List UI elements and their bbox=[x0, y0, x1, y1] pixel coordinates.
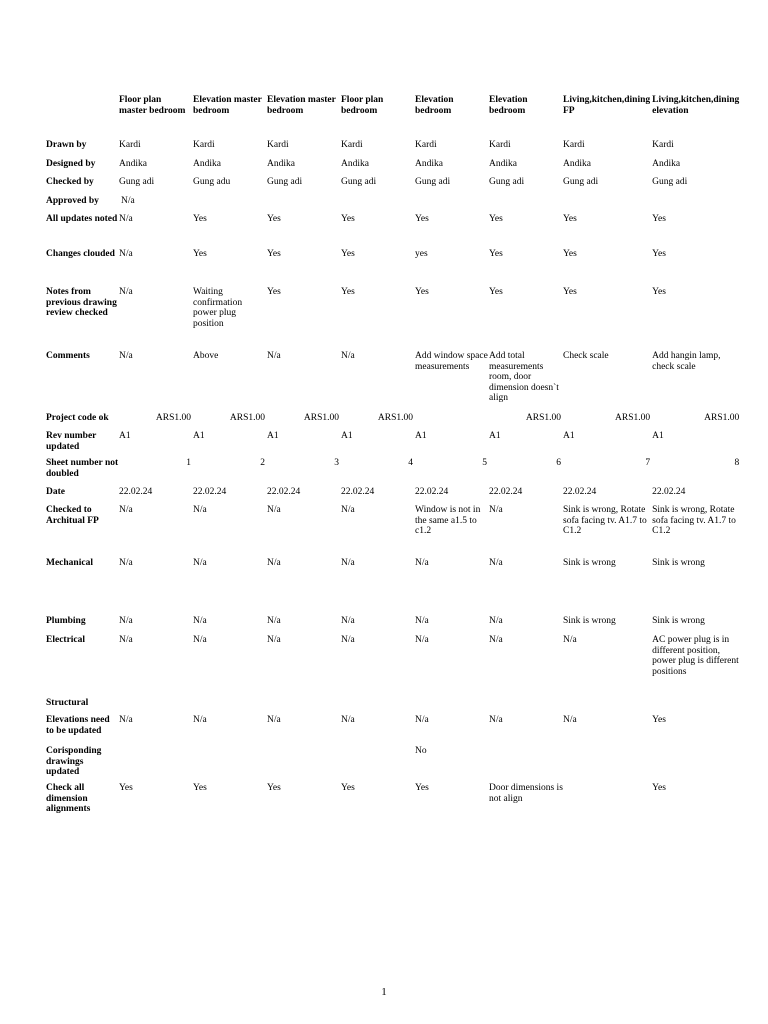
table-cell: 8 bbox=[734, 458, 740, 468]
row-label: Project code ok bbox=[46, 413, 109, 423]
table-cell: N/a bbox=[415, 558, 429, 568]
table-cell: Yes bbox=[341, 783, 355, 793]
table-cell: ARS1.00 bbox=[704, 413, 740, 423]
table-cell: N/a bbox=[415, 715, 429, 725]
table-cell: A1 bbox=[119, 431, 131, 441]
table-cell: ARS1.00 bbox=[303, 413, 339, 423]
table-cell: A1 bbox=[267, 431, 279, 441]
table-cell: Yes bbox=[652, 287, 666, 297]
table-cell: 5 bbox=[482, 458, 487, 468]
table-cell: Yes bbox=[652, 249, 666, 259]
table-cell: Yes bbox=[652, 715, 666, 725]
table-cell: N/a bbox=[121, 196, 135, 206]
corner-cell bbox=[46, 95, 119, 140]
table-row bbox=[46, 698, 741, 715]
table-cell bbox=[415, 698, 489, 715]
table-row bbox=[46, 287, 741, 351]
table-cell: Yes bbox=[652, 214, 666, 224]
table-cell: Kardi bbox=[415, 140, 437, 150]
table-cell: Yes bbox=[193, 783, 207, 793]
column-header: Floor plan master bedroom bbox=[119, 95, 186, 116]
table-cell: Yes bbox=[563, 287, 577, 297]
table-row bbox=[46, 196, 741, 214]
table-cell: N/a bbox=[415, 616, 429, 626]
table-cell bbox=[563, 783, 652, 823]
table-cell: 7 bbox=[645, 458, 651, 468]
drawing-review-checklist-table bbox=[46, 95, 741, 823]
table-cell: Gung adu bbox=[193, 177, 231, 187]
table-cell: N/a bbox=[341, 505, 355, 515]
table-cell: Add total measurements room, door dimension doesn`t align bbox=[489, 351, 559, 403]
table-cell: Andika bbox=[652, 159, 681, 169]
row-label: All updates noted bbox=[46, 214, 118, 224]
table-cell: N/a bbox=[341, 558, 355, 568]
table-cell bbox=[415, 196, 489, 214]
table-cell bbox=[489, 196, 563, 214]
table-cell: N/a bbox=[119, 616, 133, 626]
table-cell: N/a bbox=[193, 635, 207, 645]
row-label: Plumbing bbox=[46, 616, 86, 626]
table-cell: Yes bbox=[489, 287, 503, 297]
table-cell: Andika bbox=[267, 159, 295, 169]
table-cell: N/a bbox=[119, 715, 133, 725]
table-cell: A1 bbox=[341, 431, 353, 441]
row-label: Designed by bbox=[46, 159, 96, 169]
table-cell bbox=[341, 196, 415, 214]
table-row bbox=[46, 487, 741, 505]
table-cell: Gung adi bbox=[267, 177, 303, 187]
table-cell: Yes bbox=[193, 214, 207, 224]
table-cell: N/a bbox=[415, 635, 429, 645]
table-cell: Yes bbox=[415, 214, 429, 224]
table-cell: A1 bbox=[652, 431, 664, 441]
table-cell bbox=[341, 746, 415, 783]
table-cell: No bbox=[415, 746, 427, 756]
table-cell: 4 bbox=[408, 458, 413, 468]
table-cell: N/a bbox=[267, 505, 281, 515]
table-cell: ARS1.00 bbox=[615, 413, 651, 423]
table-cell: Add hangin lamp, check scale bbox=[652, 351, 721, 372]
table-cell: N/a bbox=[563, 635, 577, 645]
table-cell bbox=[193, 698, 267, 715]
table-cell: Yes bbox=[267, 249, 281, 259]
row-label: Comments bbox=[46, 351, 90, 361]
table-row bbox=[46, 413, 741, 431]
row-label: Structural bbox=[46, 698, 89, 708]
table-cell bbox=[193, 196, 267, 214]
table-cell: Sink is wrong bbox=[563, 558, 616, 568]
table-cell: N/a bbox=[193, 715, 207, 725]
table-row bbox=[46, 746, 741, 783]
table-cell: 22.02.24 bbox=[267, 487, 301, 497]
table-cell: 22.02.24 bbox=[119, 487, 153, 497]
table-cell: N/a bbox=[119, 635, 133, 645]
table-cell: N/a bbox=[267, 635, 281, 645]
row-label: Check all dimension alignments bbox=[46, 783, 91, 814]
table-cell: N/a bbox=[267, 616, 281, 626]
row-label: Checked by bbox=[46, 177, 94, 187]
table-cell: N/a bbox=[267, 351, 281, 361]
table-row bbox=[46, 159, 741, 177]
column-header: Living,kitchen,dining FP bbox=[563, 95, 651, 116]
table-row bbox=[46, 351, 741, 413]
table-cell: yes bbox=[415, 249, 428, 259]
table-cell: Yes bbox=[341, 287, 355, 297]
row-label: Elevations need to be updated bbox=[46, 715, 110, 736]
table-cell: Kardi bbox=[193, 140, 215, 150]
table-cell bbox=[193, 746, 267, 783]
table-cell bbox=[489, 746, 563, 783]
table-cell: N/a bbox=[119, 287, 133, 297]
table-cell: 6 bbox=[556, 458, 561, 468]
table-cell: Kardi bbox=[119, 140, 141, 150]
table-cell: N/a bbox=[341, 635, 355, 645]
row-label: Drawn by bbox=[46, 140, 87, 150]
table-cell: N/a bbox=[119, 505, 133, 515]
table-cell: Sink is wrong bbox=[652, 616, 705, 626]
table-cell bbox=[119, 698, 193, 715]
table-cell: 22.02.24 bbox=[563, 487, 597, 497]
table-cell bbox=[341, 698, 415, 715]
table-cell bbox=[563, 196, 652, 214]
table-cell: Kardi bbox=[489, 140, 511, 150]
table-cell: Window is not in the same a1.5 to c1.2 bbox=[415, 505, 481, 536]
table-row bbox=[46, 177, 741, 196]
table-row bbox=[46, 140, 741, 159]
column-header: Elevation master bedroom bbox=[267, 95, 336, 116]
table-cell: A1 bbox=[193, 431, 205, 441]
table-cell: Gung adi bbox=[563, 177, 599, 187]
table-cell: Yes bbox=[489, 214, 503, 224]
table-cell: Yes bbox=[489, 249, 503, 259]
table-cell bbox=[652, 196, 741, 214]
table-cell: 1 bbox=[186, 458, 191, 468]
table-cell: 22.02.24 bbox=[489, 487, 523, 497]
table-cell: N/a bbox=[341, 616, 355, 626]
table-cell: N/a bbox=[489, 635, 503, 645]
table-cell: Yes bbox=[415, 783, 429, 793]
row-label: Rev number updated bbox=[46, 431, 97, 452]
row-label: Checked to Architual FP bbox=[46, 505, 99, 526]
table-cell: 22.02.24 bbox=[341, 487, 375, 497]
table-cell: N/a bbox=[489, 616, 503, 626]
table-cell: 2 bbox=[260, 458, 265, 468]
table-cell: N/a bbox=[119, 214, 133, 224]
table-cell: 3 bbox=[334, 458, 339, 468]
row-label: Sheet number not doubled bbox=[46, 458, 119, 479]
table-cell: Sink is wrong, Rotate sofa facing tv. A1.7 to C1.2 bbox=[563, 505, 647, 536]
table-cell: Kardi bbox=[341, 140, 363, 150]
table-row bbox=[46, 431, 741, 458]
column-header: Elevation bedroom bbox=[415, 95, 454, 116]
table-cell: Yes bbox=[341, 249, 355, 259]
row-label: Notes from previous drawing review checked bbox=[46, 287, 117, 318]
table-cell: N/a bbox=[193, 558, 207, 568]
row-label: Changes clouded bbox=[46, 249, 115, 259]
table-cell: N/a bbox=[267, 715, 281, 725]
table-cell: Yes bbox=[193, 249, 207, 259]
table-cell bbox=[652, 746, 741, 783]
table-cell: N/a bbox=[489, 505, 503, 515]
table-cell: A1 bbox=[415, 431, 427, 441]
table-cell: N/a bbox=[193, 505, 207, 515]
table-cell: Yes bbox=[267, 287, 281, 297]
table-cell: Yes bbox=[267, 214, 281, 224]
table-cell: 22.02.24 bbox=[415, 487, 449, 497]
row-label: Corisponding drawings updated bbox=[46, 746, 102, 777]
table-cell: 22.02.24 bbox=[193, 487, 227, 497]
table-cell: N/a bbox=[193, 616, 207, 626]
table-cell: Above bbox=[193, 351, 219, 361]
table-cell: Yes bbox=[563, 249, 577, 259]
table-row bbox=[46, 783, 741, 823]
row-label: Approved by bbox=[46, 196, 99, 206]
table-cell: N/a bbox=[119, 351, 133, 361]
table-cell: Waiting confirmation power plug position bbox=[193, 287, 243, 329]
table-cell: Sink is wrong, Rotate sofa facing tv. A1.7 to C1.2 bbox=[652, 505, 736, 536]
table-cell bbox=[415, 413, 489, 431]
table-cell: Gung adi bbox=[341, 177, 377, 187]
table-cell: Gung adi bbox=[415, 177, 451, 187]
column-header: Living,kitchen,dining elevation bbox=[652, 95, 740, 116]
table-cell bbox=[652, 698, 741, 715]
table-cell bbox=[563, 698, 652, 715]
table-cell: Yes bbox=[119, 783, 133, 793]
table-cell: Kardi bbox=[652, 140, 674, 150]
column-header: Floor plan bedroom bbox=[341, 95, 384, 116]
table-row bbox=[46, 715, 741, 746]
table-row bbox=[46, 505, 741, 558]
table-row bbox=[46, 635, 741, 698]
table-cell: Yes bbox=[652, 783, 666, 793]
table-cell: N/a bbox=[489, 558, 503, 568]
table-cell: Yes bbox=[267, 783, 281, 793]
table-cell: ARS1.00 bbox=[229, 413, 265, 423]
table-cell: Andika bbox=[341, 159, 369, 169]
table-cell: N/a bbox=[119, 249, 133, 259]
row-label: Date bbox=[46, 487, 65, 497]
table-cell: A1 bbox=[563, 431, 575, 441]
table-cell bbox=[119, 746, 193, 783]
table-cell: Andika bbox=[489, 159, 517, 169]
table-cell: Door dimensions is not align bbox=[489, 783, 563, 804]
table-cell bbox=[267, 196, 341, 214]
table-cell: Gung adi bbox=[119, 177, 155, 187]
table-cell: Check scale bbox=[563, 351, 609, 361]
table-cell: Gung adi bbox=[489, 177, 525, 187]
table-cell: N/a bbox=[341, 351, 355, 361]
table-cell: AC power plug is in different position, power plug is different positions bbox=[652, 635, 739, 677]
table-row bbox=[46, 616, 741, 635]
table-cell: N/a bbox=[563, 715, 577, 725]
table-cell bbox=[563, 746, 652, 783]
table-cell: Andika bbox=[119, 159, 147, 169]
table-cell: N/a bbox=[267, 558, 281, 568]
header-row bbox=[46, 95, 741, 140]
table-cell: Andika bbox=[415, 159, 443, 169]
table-cell: Yes bbox=[415, 287, 429, 297]
page-number: 1 bbox=[381, 986, 387, 998]
table-cell: Yes bbox=[341, 214, 355, 224]
row-label: Mechanical bbox=[46, 558, 93, 568]
table-cell: A1 bbox=[489, 431, 501, 441]
column-header: Elevation bedroom bbox=[489, 95, 528, 116]
table-row bbox=[46, 558, 741, 616]
table-cell: ARS1.00 bbox=[155, 413, 191, 423]
column-header: Elevation master bedroom bbox=[193, 95, 262, 116]
table-cell: N/a bbox=[489, 715, 503, 725]
table-row bbox=[46, 458, 741, 487]
table-cell bbox=[489, 698, 563, 715]
table-row bbox=[46, 249, 741, 287]
table-cell: Kardi bbox=[563, 140, 585, 150]
table-cell: Sink is wrong bbox=[563, 616, 616, 626]
table-cell bbox=[267, 746, 341, 783]
table-cell: Andika bbox=[193, 159, 221, 169]
table-cell: Yes bbox=[563, 214, 577, 224]
table-cell: ARS1.00 bbox=[525, 413, 561, 423]
table-cell: 22.02.24 bbox=[652, 487, 686, 497]
row-label: Electrical bbox=[46, 635, 86, 645]
table-cell: N/a bbox=[341, 715, 355, 725]
table-cell bbox=[267, 698, 341, 715]
table-row bbox=[46, 214, 741, 249]
table-cell: Gung adi bbox=[652, 177, 688, 187]
table-cell: Andika bbox=[563, 159, 591, 169]
table-cell: Add window space measurements bbox=[415, 351, 488, 372]
table-cell: Kardi bbox=[267, 140, 289, 150]
table-cell: N/a bbox=[119, 558, 133, 568]
table-cell: ARS1.00 bbox=[377, 413, 413, 423]
table-cell: Sink is wrong bbox=[652, 558, 705, 568]
